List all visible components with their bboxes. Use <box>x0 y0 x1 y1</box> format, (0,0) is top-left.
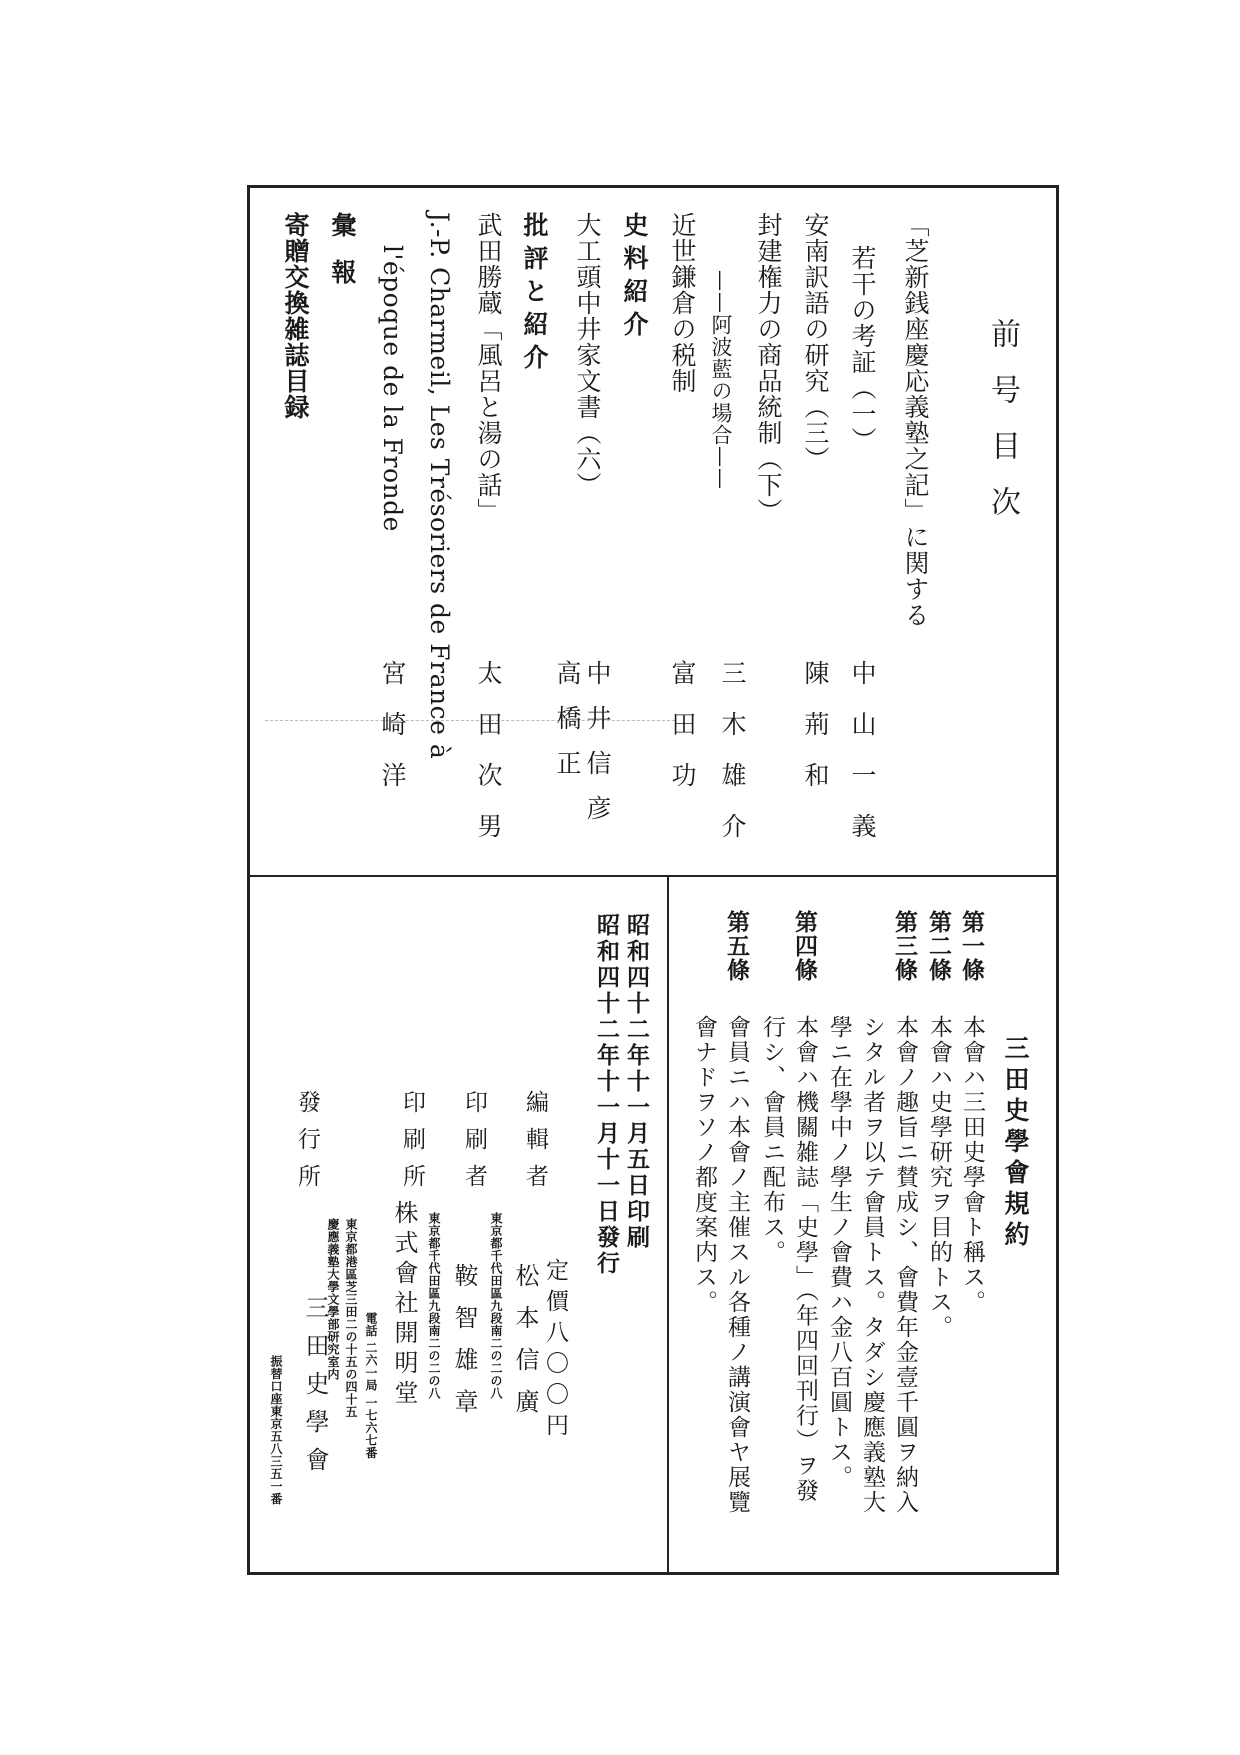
price: 定價八〇〇円 <box>542 1258 568 1444</box>
printer-label: 印刷者 <box>461 1090 487 1201</box>
publisher-account: 振替口座東京五八三五一番 <box>269 1355 283 1505</box>
article-5-number: 第五條 <box>723 910 750 982</box>
faint-rule <box>265 720 675 721</box>
toc-item-3-author: 三木雄介 <box>718 660 747 864</box>
publisher-address-2: 慶應義塾大學文學部研究室内 <box>326 1218 340 1381</box>
article-4-line-1: 本會ハ機關雑誌「史學」（年四回刊行）ヲ發 <box>792 1015 818 1504</box>
article-2-number: 第二條 <box>925 910 952 982</box>
toc-item-2: 安南訳語の研究（三） <box>801 212 830 472</box>
toc-item-3-subtitle: ——阿波藍の場合—— <box>709 270 733 490</box>
toc-item-2-author: 陳荊和 <box>801 660 830 813</box>
hihyo-item-2-line-2: l'époque de la Fronde <box>378 245 407 532</box>
publisher-address-1: 東京都港區芝三田二の十五の四十五 <box>344 1218 358 1418</box>
section-iho: 彙報 <box>328 212 357 306</box>
editor-label: 編輯者 <box>522 1090 548 1201</box>
section-hihyo: 批評と紹介 <box>520 212 549 377</box>
section-kizo: 寄贈交換雑誌目録 <box>281 212 310 420</box>
toc-item-4-author: 富田功 <box>668 660 697 813</box>
article-1-text: 本會ハ三田史學會ト稱ス。 <box>959 1015 985 1315</box>
printer-address: 東京都千代田區九段南二の二の八 <box>427 1212 441 1400</box>
toc-item-4: 近世鎌倉の税制 <box>668 212 697 394</box>
toc-item-1-author: 中山一義 <box>848 660 877 864</box>
article-3-line-1: 本會ノ趣旨ニ賛成シ、會費年金壹千圓ヲ納入 <box>892 1015 918 1515</box>
shiryo-author-1: 中井信彦 <box>583 660 612 840</box>
article-5-line-1: 會員ニハ本會ノ主催スル各種ノ講演會ヤ展覽 <box>724 1015 750 1515</box>
article-5-line-2: 會ナドヲソノ都度案内ス。 <box>691 1015 717 1315</box>
section-shiryo: 史料紹介 <box>620 212 649 344</box>
vertical-divider <box>667 876 669 1575</box>
article-3-number: 第三條 <box>891 910 918 982</box>
hihyo-item-1: 武田勝蔵「風呂と湯の話」 <box>474 212 503 524</box>
toc-item-1-line-2: 若干の考証（一） <box>848 245 877 453</box>
editor-name: 松本信廣 <box>511 1263 539 1431</box>
shiryo-item: 大工頭中井家文書（六） <box>573 212 602 498</box>
article-3-line-2: シタル者ヲ以テ會員トス。タダシ慶應義塾大 <box>859 1015 885 1515</box>
shiryo-author-2: 高橋正 <box>553 660 582 795</box>
publisher-label: 發行所 <box>294 1090 320 1201</box>
publisher-name: 三田史學會 <box>301 1295 329 1485</box>
editor-address: 東京都千代田區九段南二の二の八 <box>489 1212 503 1400</box>
article-2-text: 本會ハ史學研究ヲ目的トス。 <box>926 1015 952 1340</box>
toc-title: 前号目次 <box>985 318 1020 542</box>
hihyo-item-2-line-1: J.-P. Charmeil, Les Trésoriers de France à <box>425 212 454 760</box>
article-3-line-3: 學ニ在學中ノ學生ノ會費ハ金八百圓トス。 <box>826 1015 852 1490</box>
date-print: 昭和四十二年十一月五日印刷 <box>623 913 650 1251</box>
press-label: 印刷所 <box>399 1090 425 1201</box>
printer-name: 鞍智雄章 <box>450 1263 478 1431</box>
hihyo-item-2-author: 宮崎洋 <box>378 660 407 813</box>
kiyaku-title: 三田史學會規約 <box>1001 1035 1030 1252</box>
article-4-number: 第四條 <box>791 910 818 982</box>
date-issue: 昭和四十二年十一月十一日發行 <box>593 913 620 1277</box>
hihyo-item-1-author: 太田次男 <box>474 660 503 864</box>
article-1-number: 第一條 <box>958 910 985 982</box>
press-name: 株式會社開明堂 <box>390 1200 418 1410</box>
article-4-line-2: 行シ、會員ニ配布ス。 <box>759 1015 785 1265</box>
press-telephone: 電話 二六一局 一七六七番 <box>364 1312 378 1459</box>
toc-item-1-line-1: 「芝新銭座慶応義塾之記」に関する <box>901 212 930 628</box>
horizontal-divider <box>247 875 1059 877</box>
toc-item-3: 封建権力の商品統制（下） <box>754 212 783 524</box>
